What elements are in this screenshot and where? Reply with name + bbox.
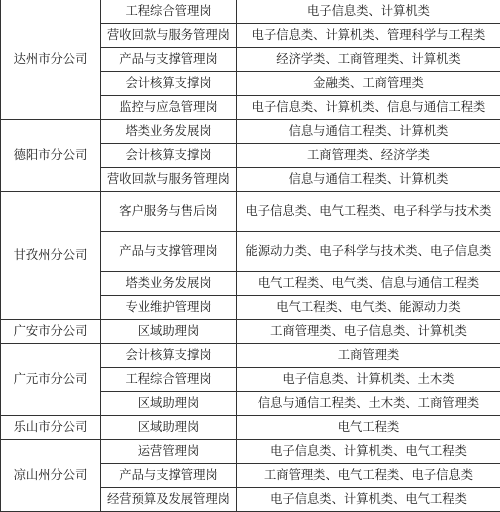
majors-cell: 信息与通信工程类、计算机类 [237,168,500,192]
city-cell: 广元市分公司 [1,344,101,416]
majors-cell: 工商管理类、电子信息类、计算机类 [237,320,500,344]
post-cell: 会计核算支撑岗 [101,144,237,168]
post-cell: 产品与支撑管理岗 [101,232,237,272]
post-cell: 工程综合管理岗 [101,368,237,392]
majors-cell: 电气工程类、电气类、信息与通信工程类 [237,272,500,296]
majors-cell: 电子信息类、电气工程类、电子科学与技术类 [237,192,500,232]
majors-cell: 电子信息类、计算机类、管理科学与工程类 [237,24,500,48]
post-cell: 产品与支撑管理岗 [101,464,237,488]
majors-cell: 金融类、工商管理类 [237,72,500,96]
city-cell: 达州市分公司 [1,0,101,120]
majors-cell: 能源动力类、电子科学与技术类、电子信息类 [237,232,500,272]
majors-cell: 工商管理类、经济学类 [237,144,500,168]
majors-cell: 工商管理类 [237,344,500,368]
post-cell: 营收回款与服务管理岗 [101,24,237,48]
post-cell: 塔类业务发展岗 [101,120,237,144]
post-cell: 监控与应急管理岗 [101,96,237,120]
city-cell: 凉山州分公司 [1,440,101,512]
table-row [1,440,500,464]
majors-cell: 工商管理类、电气工程类、电子信息类 [237,464,500,488]
post-cell: 塔类业务发展岗 [101,272,237,296]
post-cell: 运营管理岗 [101,440,237,464]
post-cell: 会计核算支撑岗 [101,72,237,96]
city-cell: 乐山市分公司 [1,416,101,440]
city-cell: 德阳市分公司 [1,120,101,192]
post-cell: 区域助理岗 [101,392,237,416]
majors-cell: 信息与通信工程类、计算机类 [237,120,500,144]
table-row [1,192,500,232]
post-cell: 经营预算及发展管理岗 [101,488,237,512]
city-cell: 甘孜州分公司 [1,192,101,320]
city-cell: 广安市分公司 [1,320,101,344]
table-row [1,0,500,24]
majors-cell: 电子信息类、计算机类、信息与通信工程类 [237,96,500,120]
majors-cell: 电气工程类 [237,416,500,440]
post-cell: 客户服务与售后岗 [101,192,237,232]
table-row [1,344,500,368]
post-cell: 区域助理岗 [101,320,237,344]
majors-cell: 电子信息类、计算机类 [237,0,500,24]
post-cell: 会计核算支撑岗 [101,344,237,368]
majors-cell: 电子信息类、计算机类、土木类 [237,368,500,392]
majors-cell: 经济学类、工商管理类、计算机类 [237,48,500,72]
post-cell: 专业维护管理岗 [101,296,237,320]
table-row [1,320,500,344]
table-row [1,416,500,440]
majors-cell: 电气工程类、电气类、能源动力类 [237,296,500,320]
post-cell: 营收回款与服务管理岗 [101,168,237,192]
majors-cell: 电子信息类、计算机类、电气工程类 [237,440,500,464]
post-cell: 工程综合管理岗 [101,0,237,24]
table-row [1,120,500,144]
majors-cell: 电子信息类、计算机类、电气工程类 [237,488,500,512]
post-cell: 产品与支撑管理岗 [101,48,237,72]
post-cell: 区域助理岗 [101,416,237,440]
majors-cell: 信息与通信工程类、土木类、工商管理类 [237,392,500,416]
